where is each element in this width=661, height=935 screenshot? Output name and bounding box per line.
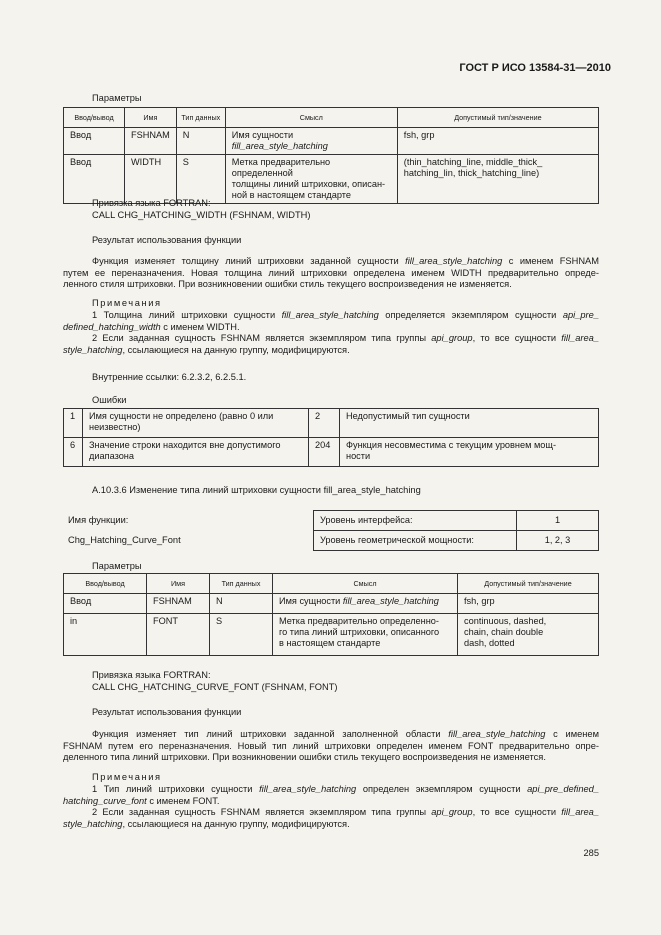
note-line — [63, 807, 599, 819]
section-heading: А.10.3.6 Изменение типа линий штриховки сущности fill_area_style_hatching — [92, 485, 421, 495]
entity-name: fill_area_style_hatching — [405, 256, 503, 266]
cell-io: Ввод — [64, 594, 147, 614]
binding-title: Привязка языка FORTRAN: — [92, 670, 211, 680]
text-run: , ссылающиеся на данную группу, модифицируются. — [122, 344, 350, 355]
text-run: 1 Тип линий штриховки сущности — [92, 784, 260, 794]
column-header: Допустимый тип/значение — [458, 574, 599, 594]
document-standard-title: ГОСТ Р ИСО 13584-31—2010 — [459, 62, 611, 74]
table-row — [64, 614, 599, 656]
text-run: , ссылающиеся на данную группу, модифицируются. — [122, 818, 350, 829]
text-run: определяется экземпляром сущности — [378, 310, 563, 320]
result-title: Результат использования функции — [92, 235, 242, 245]
cell-meaning — [273, 594, 458, 614]
meaning-line: Метка предварительно определенно- — [279, 616, 439, 626]
result-paragraph — [63, 729, 599, 764]
function-levels-table — [313, 510, 599, 551]
function-name: Chg_Hatching_Curve_Font — [68, 535, 181, 545]
text-run: определен экземпляром сущности — [356, 784, 528, 794]
entity-name: style_hatching — [63, 344, 123, 355]
allowed-line: hatching_lin, thick_hatching_line) — [403, 168, 540, 178]
allowed-line: continuous, dashed, — [464, 616, 547, 626]
meaning-entity: fill_area_style_hatching — [231, 141, 328, 151]
allowed-line: (thin_hatching_line, middle_thick_ — [403, 157, 543, 167]
binding-call: CALL CHG_HATCHING_WIDTH (FSHNAM, WIDTH) — [92, 210, 311, 220]
cell-name: FSHNAM — [125, 128, 177, 155]
column-header: Смысл — [273, 574, 458, 594]
cell-io: Ввод — [64, 128, 125, 155]
result-line — [63, 729, 599, 741]
note-line — [63, 784, 599, 796]
entity-name: hatching_curve_font — [63, 795, 147, 806]
result-line: путем ее переназначения. Новая толщина линий штриховки определена именем WIDTH предварительно опреде- — [63, 267, 599, 278]
note-line — [63, 819, 599, 831]
cell-type: N — [176, 128, 225, 155]
error-line: неизвестно) — [89, 422, 141, 432]
meaning-line: в настоящем стандарте — [279, 638, 381, 648]
entity-name: fill_area_ — [561, 807, 599, 818]
cell-allowed — [397, 155, 598, 204]
table-row — [64, 594, 599, 614]
meaning-line: го типа линий штриховки, описанного — [279, 627, 440, 637]
column-header: Допустимый тип/значение — [397, 108, 598, 128]
cell-meaning — [225, 155, 397, 204]
error-line: диапазона — [89, 451, 134, 461]
params-table — [63, 573, 599, 656]
meaning-text: Имя сущности — [279, 596, 343, 606]
error-line: ности — [346, 451, 371, 461]
table-row — [64, 438, 599, 467]
note-line — [63, 322, 599, 334]
column-header: Смысл — [225, 108, 397, 128]
cell-type: N — [210, 594, 273, 614]
error-code: 6 — [64, 438, 83, 467]
params-title: Параметры — [92, 561, 142, 571]
note-line — [63, 796, 599, 808]
entity-name: api_group — [431, 807, 473, 818]
function-name-label: Имя функции: — [68, 515, 129, 525]
text-run: 1 Толщина линий штриховки сущности — [92, 310, 282, 320]
note-line — [63, 345, 599, 357]
cell-meaning — [225, 128, 397, 155]
params-table — [63, 107, 599, 204]
cell-meaning — [273, 614, 458, 656]
entity-name: defined_hatching_width — [63, 321, 161, 332]
table-row — [64, 409, 599, 438]
text-run: Функция изменяет толщину линий штриховки заданной сущности — [92, 256, 406, 266]
text-run: Функция изменяет тип линий штриховки заданной заполненной области — [92, 729, 449, 739]
notes-block — [63, 310, 599, 356]
table-row — [64, 155, 599, 204]
text-run: с именем FSHNAM — [502, 256, 599, 266]
params-title: Параметры — [92, 93, 142, 103]
column-header: Ввод/вывод — [64, 574, 147, 594]
result-line: ленного стиля штриховки. При возникновении ошибки стиль текущего воспроизведения не изменяется. — [63, 279, 512, 290]
text-run: , то все сущности — [472, 333, 562, 344]
error-line: Недопустимый тип сущности — [346, 411, 470, 421]
errors-title: Ошибки — [92, 395, 127, 405]
error-text — [340, 409, 599, 438]
text-run: с именем WIDTH. — [160, 321, 240, 332]
table-header-row — [64, 108, 599, 128]
meaning-line: Метка предварительно определенной — [231, 157, 331, 178]
cell-name: WIDTH — [125, 155, 177, 204]
result-line: FSHNAM путем его переназначения. Новый тип линий штриховки определен именем FONT предварительно опре- — [63, 740, 599, 751]
note-line — [63, 310, 599, 322]
entity-name: fill_area_style_hatching — [281, 310, 379, 320]
meaning-entity: fill_area_style_hatching — [342, 596, 439, 606]
error-line: Значение строки находится вне допустимого — [89, 440, 281, 450]
result-paragraph — [63, 256, 599, 291]
entity-name: fill_area_style_hatching — [448, 729, 546, 739]
text-run: 2 Если заданная сущность FSHNAM является экземпляром типа группы — [92, 333, 432, 344]
error-text — [83, 438, 309, 467]
note-line — [63, 333, 599, 345]
cell-type: S — [176, 155, 225, 204]
result-line — [63, 256, 599, 268]
text-run: 2 Если заданная сущность FSHNAM является экземпляром типа группы — [92, 807, 432, 818]
error-code: 1 — [64, 409, 83, 438]
notes-title: Примечания — [92, 298, 162, 308]
cell-allowed: fsh, grp — [458, 594, 599, 614]
error-line: Функция несовместима с текущим уровнем мощ- — [346, 440, 557, 450]
cell-allowed: fsh, grp — [397, 128, 598, 155]
cell-name: FONT — [147, 614, 210, 656]
text-run: с именем — [545, 729, 599, 739]
errors-table — [63, 408, 599, 467]
level-label: Уровень геометрической мощности: — [314, 531, 517, 551]
table-row — [64, 128, 599, 155]
meaning-text: Имя сущности — [231, 130, 294, 140]
level-value: 1 — [517, 511, 599, 531]
allowed-line: chain, chain double — [464, 627, 544, 637]
result-title: Результат использования функции — [92, 707, 242, 717]
error-code: 204 — [309, 438, 340, 467]
error-code: 2 — [309, 409, 340, 438]
text-run: , то все сущности — [472, 807, 562, 818]
page-number: 285 — [583, 848, 599, 858]
column-header: Тип данных — [210, 574, 273, 594]
level-value: 1, 2, 3 — [517, 531, 599, 551]
entity-name: fill_area_style_hatching — [259, 784, 357, 794]
entity-name: api_group — [431, 333, 473, 344]
internal-refs: Внутренние ссылки: 6.2.3.2, 6.2.5.1. — [92, 372, 247, 382]
notes-title: Примечания — [92, 772, 162, 782]
meaning-line: толщины линий штриховки, описан- — [231, 179, 386, 189]
column-header: Тип данных — [176, 108, 225, 128]
column-header: Имя — [125, 108, 177, 128]
column-header: Имя — [147, 574, 210, 594]
cell-io: in — [64, 614, 147, 656]
notes-block — [63, 784, 599, 830]
error-text — [83, 409, 309, 438]
level-label: Уровень интерфейса: — [314, 511, 517, 531]
meaning-line: ной в настоящем стандарте — [231, 190, 351, 200]
binding-call: CALL CHG_HATCHING_CURVE_FONT (FSHNAM, FONT) — [92, 682, 338, 692]
table-row — [314, 531, 599, 551]
entity-name: api_pre_ — [562, 310, 599, 320]
error-line: Имя сущности не определено (равно 0 или — [89, 411, 274, 421]
cell-name: FSHNAM — [147, 594, 210, 614]
table-row — [314, 511, 599, 531]
allowed-line: dash, dotted — [464, 638, 515, 648]
entity-name: api_pre_defined_ — [527, 784, 599, 794]
cell-type: S — [210, 614, 273, 656]
binding-title: Привязка языка FORTRAN: — [92, 198, 211, 208]
cell-allowed — [458, 614, 599, 656]
text-run: с именем FONT. — [146, 795, 220, 806]
entity-name: style_hatching — [63, 818, 123, 829]
cell-io: Ввод — [64, 155, 125, 204]
column-header: Ввод/вывод — [64, 108, 125, 128]
entity-name: fill_area_ — [561, 333, 599, 344]
error-text — [340, 438, 599, 467]
table-header-row — [64, 574, 599, 594]
result-line: деленного типа линий штриховки. При возникновении ошибки стиль текущего воспроизведения не изменяется. — [63, 752, 546, 763]
